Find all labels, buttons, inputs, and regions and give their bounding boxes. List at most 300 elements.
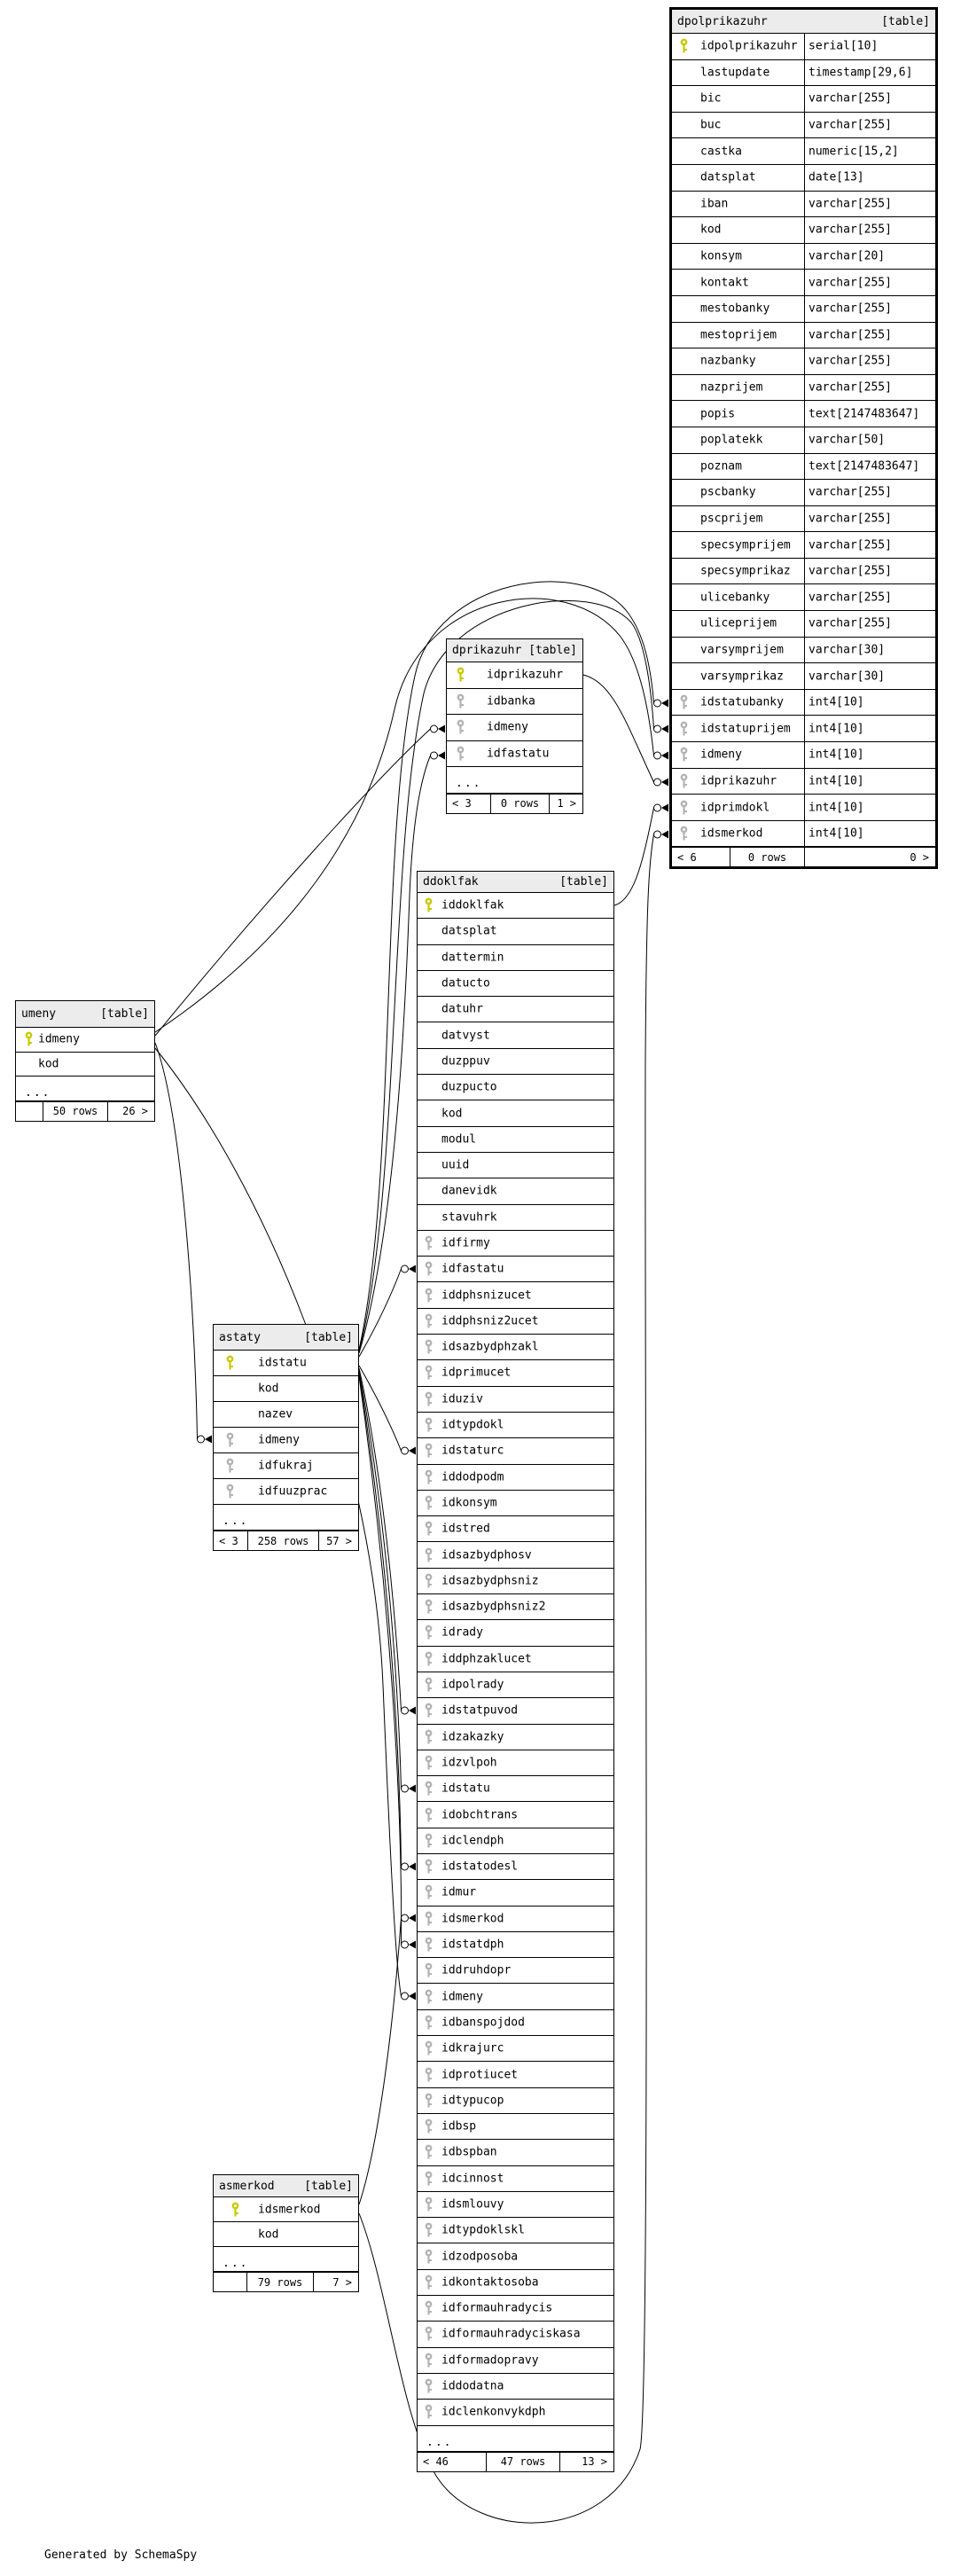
- column-row-dpolprikazuhr-idpolprikazuhr: [672, 34, 935, 60]
- column-row-ddoklfak-idformadopravy: [418, 2348, 613, 2374]
- foreign-key-icon: [424, 1703, 434, 1719]
- column-name: ulicebanky: [700, 591, 770, 605]
- column-row-ddoklfak-idbspban: [418, 2140, 613, 2165]
- column-row-dpolprikazuhr-lastupdate: [672, 60, 935, 87]
- column-name: uliceprijem: [700, 616, 777, 630]
- column-type: varchar[255]: [808, 485, 892, 499]
- column-row-ddoklfak-idkontaktosoba: [418, 2270, 613, 2296]
- table-dprikazuhr[interactable]: [446, 638, 583, 814]
- column-name: idzodposoba: [441, 2250, 519, 2264]
- column-name: idtypdokl: [441, 1418, 504, 1432]
- row-count: 0 rows: [490, 795, 549, 813]
- table-footer-dprikazuhr: [447, 794, 582, 813]
- column-type: varchar[255]: [808, 564, 892, 578]
- foreign-key-icon: [424, 1288, 434, 1303]
- column-row-dpolprikazuhr-idstatuprijem: [672, 716, 935, 742]
- column-type: int4[10]: [808, 826, 864, 841]
- fk-connector-circle: [198, 1436, 205, 1443]
- column-row-astaty-idfuuzprac: [214, 1479, 358, 1505]
- column-name: stavuhrk: [441, 1210, 497, 1225]
- child-count: 0 >: [804, 848, 935, 866]
- fk-connector-arrow-icon: [661, 700, 668, 708]
- column-row-ddoklfak-idtypucop: [418, 2088, 613, 2114]
- column-type: numeric[15,2]: [808, 145, 899, 159]
- foreign-key-icon: [424, 1391, 434, 1406]
- column-row-dpolprikazuhr-mestoprijem: [672, 323, 935, 349]
- column-type: text[2147483647]: [808, 407, 920, 421]
- foreign-key-icon: [456, 693, 465, 709]
- column-name: idformauhradyciskasa: [441, 2327, 581, 2341]
- column-name: duzpucto: [441, 1080, 497, 1094]
- parent-count: < 6: [677, 850, 697, 864]
- table-header-dprikazuhr[interactable]: [447, 639, 582, 662]
- foreign-key-icon: [424, 1495, 434, 1510]
- more-columns-row: [214, 1505, 358, 1531]
- more-columns-row: [418, 2426, 613, 2452]
- column-type: text[2147483647]: [808, 459, 920, 474]
- column-name: idbspban: [441, 2145, 497, 2159]
- table-name: dprikazuhr: [452, 644, 522, 657]
- table-asmerkod[interactable]: [213, 2174, 359, 2292]
- table-dpolprikazuhr[interactable]: [669, 7, 938, 869]
- column-row-dpolprikazuhr-buc: [672, 113, 935, 139]
- foreign-key-icon: [424, 1469, 434, 1484]
- table-tag: [table]: [528, 644, 577, 657]
- column-row-ddoklfak-idbsp: [418, 2114, 613, 2140]
- foreign-key-icon: [424, 1444, 434, 1459]
- foreign-key-icon: [424, 1651, 434, 1666]
- fk-connector-arrow-icon: [438, 752, 445, 760]
- column-name: varsymprijem: [700, 643, 784, 657]
- column-row-ddoklfak-idzvlpoh: [418, 1750, 613, 1776]
- fk-connector-circle: [654, 725, 661, 732]
- foreign-key-icon: [679, 800, 689, 815]
- table-name: ddoklfak: [423, 875, 479, 889]
- column-name: idobchtrans: [441, 1808, 519, 1822]
- column-row-dprikazuhr-idprikazuhr: [447, 662, 582, 689]
- foreign-key-icon: [225, 1459, 235, 1474]
- fk-connector-arrow-icon: [205, 1436, 212, 1444]
- column-name: duzppuv: [441, 1054, 490, 1069]
- column-type: varchar[30]: [808, 643, 886, 657]
- column-name: specsymprikaz: [700, 564, 791, 578]
- column-row-ddoklfak-idstatodesl: [418, 1854, 613, 1880]
- column-name: datsplat: [441, 924, 497, 938]
- table-header-dpolprikazuhr[interactable]: [672, 10, 935, 34]
- column-row-dpolprikazuhr-poplatekk: [672, 427, 935, 454]
- column-name: datvyst: [441, 1029, 490, 1043]
- foreign-key-icon: [679, 695, 689, 710]
- child-count: 26 >: [107, 1102, 154, 1121]
- column-row-ddoklfak-idtypdoklskl: [418, 2218, 613, 2243]
- child-count: 1 >: [549, 795, 582, 813]
- foreign-key-icon: [424, 1989, 434, 2004]
- fk-connector-arrow-icon: [661, 752, 668, 760]
- column-row-ddoklfak-idstatpuvod: [418, 1698, 613, 1724]
- column-row-ddoklfak-idbanspojdod: [418, 2010, 613, 2036]
- more-columns-row: [447, 767, 582, 794]
- table-ddoklfak[interactable]: [417, 871, 614, 2472]
- edge-umeny.idmeny-to-astaty.idmeny: [155, 1043, 198, 1439]
- fk-connector-arrow-icon: [409, 1993, 416, 2001]
- column-name: idstatpuvod: [441, 1703, 519, 1718]
- column-row-ddoklfak-idsazbydphosv: [418, 1542, 613, 1568]
- foreign-key-icon: [424, 1938, 434, 1953]
- ellipsis-label: ...: [223, 2256, 249, 2270]
- column-name: idprimucet: [441, 1366, 512, 1380]
- column-row-ddoklfak-datvyst: [418, 1022, 613, 1048]
- fk-connector-circle: [431, 752, 438, 759]
- edge-ddoklfak.iddoklfak-to-dpolprikazuhr.idprimdokl: [614, 808, 654, 905]
- table-header-asmerkod[interactable]: [214, 2175, 358, 2197]
- column-row-ddoklfak-idmeny: [418, 1984, 613, 2009]
- ellipsis-label: ...: [223, 1515, 249, 1529]
- column-row-astaty-nazev: [214, 1402, 358, 1428]
- foreign-key-icon: [424, 2041, 434, 2056]
- fk-connector-arrow-icon: [409, 1941, 416, 1949]
- column-row-dpolprikazuhr-bic: [672, 86, 935, 113]
- fk-connector-circle: [402, 1941, 409, 1948]
- row-count: 0 rows: [730, 848, 804, 866]
- column-type: varchar[255]: [808, 328, 892, 342]
- foreign-key-icon: [424, 2145, 434, 2160]
- column-type: varchar[20]: [808, 249, 886, 263]
- column-name: idfukraj: [258, 1459, 314, 1473]
- column-name: idmeny: [38, 1032, 80, 1046]
- column-name: kod: [258, 2228, 279, 2241]
- column-row-ddoklfak-idpolrady: [418, 1672, 613, 1698]
- fk-connector-arrow-icon: [409, 1863, 416, 1871]
- column-row-dpolprikazuhr-pscbanky: [672, 480, 935, 506]
- table-header-astaty[interactable]: [214, 1325, 358, 1351]
- column-name: kontakt: [700, 276, 749, 290]
- column-name: popis: [700, 407, 736, 421]
- column-row-ddoklfak-iduziv: [418, 1387, 613, 1413]
- column-name: idcinnost: [441, 2172, 504, 2186]
- column-name: kod: [700, 223, 722, 237]
- foreign-key-icon: [424, 1781, 434, 1797]
- column-name: idstatuprijem: [700, 722, 791, 736]
- column-name: bic: [700, 91, 722, 106]
- column-name: dattermin: [441, 951, 504, 965]
- column-row-ddoklfak-idformauhradycis: [418, 2296, 613, 2322]
- child-count: 57 >: [318, 1531, 358, 1550]
- column-row-dpolprikazuhr-popis: [672, 401, 935, 427]
- fk-connector-arrow-icon: [661, 779, 668, 787]
- foreign-key-icon: [424, 1236, 434, 1251]
- table-footer-asmerkod: [214, 2272, 358, 2291]
- table-footer-umeny: [16, 1101, 154, 1121]
- column-row-dpolprikazuhr-varsymprikaz: [672, 663, 935, 690]
- column-row-dpolprikazuhr-nazbanky: [672, 348, 935, 375]
- fk-connector-circle: [654, 752, 661, 759]
- fk-connector-circle: [402, 1914, 409, 1922]
- foreign-key-icon: [424, 2196, 434, 2212]
- column-name: idfastatu: [441, 1262, 504, 1276]
- column-row-dpolprikazuhr-iban: [672, 192, 935, 218]
- column-row-ddoklfak-idtypdokl: [418, 1413, 613, 1438]
- table-umeny[interactable]: [15, 1000, 155, 1122]
- column-name: kod: [258, 1382, 279, 1396]
- column-name: idkontaktosoba: [441, 2275, 539, 2290]
- column-row-dpolprikazuhr-pscprijem: [672, 506, 935, 533]
- column-type: varchar[255]: [808, 91, 892, 106]
- column-type: varchar[255]: [808, 538, 892, 552]
- foreign-key-icon: [424, 1807, 434, 1822]
- column-row-ddoklfak-datucto: [418, 971, 613, 997]
- edge-asmerkod.idsmerkod-to-ddoklfak.idsmerkod: [359, 1918, 402, 2204]
- column-name: idtypdoklskl: [441, 2223, 525, 2237]
- column-row-astaty-idstatu: [214, 1351, 358, 1376]
- column-name: mestoprijem: [700, 328, 777, 342]
- column-row-dprikazuhr-idbanka: [447, 689, 582, 716]
- column-type: int4[10]: [808, 801, 864, 815]
- primary-key-icon: [230, 2202, 240, 2217]
- column-name: idsazbydphsniz: [441, 1574, 539, 1588]
- column-name: mestobanky: [700, 301, 770, 316]
- column-type: varchar[255]: [808, 354, 892, 368]
- table-header-ddoklfak[interactable]: [418, 872, 613, 893]
- column-name: idfastatu: [487, 747, 550, 761]
- foreign-key-icon: [424, 1600, 434, 1615]
- column-row-ddoklfak-idsazbydphzakl: [418, 1335, 613, 1360]
- foreign-key-icon: [456, 720, 465, 735]
- fk-connector-arrow-icon: [661, 804, 668, 812]
- foreign-key-icon: [424, 1833, 434, 1848]
- foreign-key-icon: [424, 1522, 434, 1537]
- column-type: varchar[255]: [808, 380, 892, 395]
- child-count: 13 >: [559, 2453, 613, 2471]
- fk-connector-arrow-icon: [661, 831, 668, 839]
- column-name: idmeny: [487, 720, 528, 734]
- foreign-key-icon: [424, 2379, 434, 2394]
- column-name: kod: [441, 1107, 463, 1121]
- column-row-dprikazuhr-idfastatu: [447, 741, 582, 768]
- primary-key-icon: [679, 39, 689, 54]
- column-name: idmur: [441, 1885, 477, 1899]
- table-footer-astaty: [214, 1531, 358, 1550]
- foreign-key-icon: [424, 1366, 434, 1381]
- column-name: iddodpodm: [441, 1470, 504, 1484]
- edge-astaty.idstatu-to-ddoklfak.idfastatu: [359, 1269, 402, 1357]
- column-row-ddoklfak-duzppuv: [418, 1049, 613, 1075]
- column-name: idsazbydphosv: [441, 1548, 532, 1562]
- column-row-ddoklfak-idclenkonvykdph: [418, 2400, 613, 2425]
- column-name: uuid: [441, 1158, 470, 1172]
- column-name: idkonsym: [441, 1496, 497, 1510]
- column-row-ddoklfak-iddphsniz2ucet: [418, 1309, 613, 1335]
- column-name: modul: [441, 1132, 477, 1147]
- column-name: idsmerkod: [258, 2203, 321, 2216]
- primary-key-icon: [225, 1356, 235, 1371]
- fk-connector-arrow-icon: [409, 1914, 416, 1922]
- foreign-key-icon: [424, 1911, 434, 1926]
- column-name: idstatodesl: [441, 1860, 519, 1874]
- column-type: varchar[255]: [808, 197, 892, 211]
- column-type: date[13]: [808, 170, 864, 184]
- row-count: 47 rows: [486, 2453, 559, 2471]
- column-type: timestamp[29,6]: [808, 66, 913, 80]
- column-row-ddoklfak-idkonsym: [418, 1491, 613, 1516]
- fk-connector-arrow-icon: [409, 1785, 416, 1793]
- column-name: iddphzaklucet: [441, 1652, 532, 1666]
- column-name: iddruhdopr: [441, 1963, 512, 1977]
- column-row-ddoklfak-iddphzaklucet: [418, 1647, 613, 1672]
- column-row-astaty-idfukraj: [214, 1453, 358, 1479]
- column-name: lastupdate: [700, 66, 770, 80]
- column-name: idmeny: [700, 748, 742, 762]
- column-name: datsplat: [700, 170, 756, 184]
- column-row-ddoklfak-idstatu: [418, 1776, 613, 1802]
- fk-connector-arrow-icon: [409, 1265, 416, 1273]
- column-name: idfuuzprac: [258, 1484, 328, 1499]
- foreign-key-icon: [424, 2119, 434, 2134]
- column-row-ddoklfak-dattermin: [418, 945, 613, 971]
- column-name: idprikazuhr: [487, 668, 564, 682]
- column-row-umeny-kod: [16, 1053, 154, 1077]
- column-row-dpolprikazuhr-idsmerkod: [672, 821, 935, 848]
- column-row-ddoklfak-idobchtrans: [418, 1802, 613, 1828]
- column-name: pscprijem: [700, 512, 763, 526]
- column-row-ddoklfak-idsmerkod: [418, 1907, 613, 1932]
- column-name: idpolrady: [441, 1678, 504, 1692]
- column-row-ddoklfak-idprimucet: [418, 1360, 613, 1386]
- column-row-umeny-idmeny: [16, 1028, 154, 1053]
- foreign-key-icon: [679, 748, 689, 763]
- fk-connector-circle: [402, 1863, 409, 1870]
- column-name: idrady: [441, 1625, 483, 1640]
- column-row-dpolprikazuhr-specsymprikaz: [672, 559, 935, 585]
- column-row-dpolprikazuhr-idstatubanky: [672, 690, 935, 716]
- column-row-dpolprikazuhr-kod: [672, 217, 935, 244]
- column-row-dpolprikazuhr-idprimdokl: [672, 795, 935, 821]
- table-astaty[interactable]: [213, 1324, 359, 1551]
- foreign-key-icon: [424, 2093, 434, 2108]
- parent-count: < 3: [219, 1534, 238, 1547]
- fk-connector-circle: [402, 1447, 409, 1454]
- column-name: idsmerkod: [441, 1912, 504, 1926]
- foreign-key-icon: [424, 2353, 434, 2368]
- column-name: idformadopravy: [441, 2353, 539, 2368]
- column-name: iddodatna: [441, 2379, 504, 2393]
- column-row-asmerkod-idsmerkod: [214, 2197, 358, 2222]
- foreign-key-icon: [424, 2171, 434, 2186]
- fk-connector-arrow-icon: [409, 1447, 416, 1455]
- column-row-asmerkod-kod: [214, 2222, 358, 2247]
- column-name: idbanka: [487, 694, 535, 709]
- column-type: varchar[255]: [808, 118, 892, 132]
- column-type: varchar[255]: [808, 591, 892, 605]
- fk-connector-arrow-icon: [661, 725, 668, 733]
- fk-connector-arrow-icon: [409, 1707, 416, 1715]
- column-row-dpolprikazuhr-uliceprijem: [672, 611, 935, 638]
- foreign-key-icon: [424, 2015, 434, 2030]
- parent-count: < 46: [423, 2455, 449, 2469]
- column-row-ddoklfak-idcinnost: [418, 2166, 613, 2192]
- more-columns-row: [16, 1077, 154, 1101]
- column-type: varchar[255]: [808, 616, 892, 630]
- column-type: varchar[255]: [808, 512, 892, 526]
- column-type: varchar[255]: [808, 276, 892, 290]
- column-name: idprimdokl: [700, 801, 770, 815]
- fk-connector-circle: [431, 725, 438, 732]
- column-type: varchar[30]: [808, 669, 886, 684]
- column-name: konsym: [700, 249, 742, 263]
- table-tag: [table]: [304, 1330, 353, 1344]
- column-name: buc: [700, 118, 722, 132]
- column-row-dpolprikazuhr-specsymprijem: [672, 532, 935, 559]
- column-type: varchar[255]: [808, 223, 892, 237]
- column-row-dpolprikazuhr-castka: [672, 138, 935, 165]
- schemaspy-credit: Generated by SchemaSpy: [44, 2549, 198, 2562]
- fk-connector-circle: [654, 831, 661, 838]
- column-row-ddoklfak-iddphsnizucet: [418, 1282, 613, 1308]
- column-row-ddoklfak-idstatdph: [418, 1932, 613, 1958]
- more-columns-row: [214, 2247, 358, 2272]
- ellipsis-label: ...: [456, 777, 482, 791]
- column-name: nazbanky: [700, 354, 756, 368]
- table-tag: [table]: [304, 2179, 353, 2193]
- column-name: datucto: [441, 976, 490, 990]
- column-name: castka: [700, 145, 742, 159]
- table-tag: [table]: [881, 14, 930, 28]
- column-name: idbsp: [441, 2119, 477, 2134]
- column-name: specsymprijem: [700, 538, 791, 552]
- column-name: idformauhradycis: [441, 2301, 553, 2315]
- foreign-key-icon: [424, 1573, 434, 1588]
- foreign-key-icon: [424, 2405, 434, 2420]
- foreign-key-icon: [225, 1484, 235, 1499]
- parent-count: [214, 2273, 246, 2291]
- table-header-umeny[interactable]: [16, 1001, 154, 1028]
- row-count: 258 rows: [247, 1531, 318, 1550]
- column-type: int4[10]: [808, 774, 864, 788]
- table-name: asmerkod: [219, 2179, 275, 2193]
- row-count: 50 rows: [43, 1102, 107, 1121]
- column-row-ddoklfak-idsmlouvy: [418, 2192, 613, 2218]
- column-name: idzvlpoh: [441, 1756, 497, 1770]
- column-row-dprikazuhr-idmeny: [447, 715, 582, 741]
- foreign-key-icon: [424, 1860, 434, 1875]
- column-row-dpolprikazuhr-datsplat: [672, 165, 935, 192]
- column-name: iddoklfak: [441, 898, 504, 912]
- foreign-key-icon: [424, 1755, 434, 1770]
- foreign-key-icon: [424, 1262, 434, 1277]
- column-name: idbanspojdod: [441, 2016, 525, 2030]
- column-row-dpolprikazuhr-varsymprijem: [672, 638, 935, 664]
- table-footer-dpolprikazuhr: [672, 847, 935, 866]
- foreign-key-icon: [424, 2275, 434, 2290]
- fk-connector-circle: [402, 1785, 409, 1792]
- column-name: idsazbydphsniz2: [441, 1600, 546, 1614]
- column-name: idstred: [441, 1522, 490, 1536]
- table-footer-ddoklfak: [418, 2452, 613, 2471]
- column-type: int4[10]: [808, 695, 864, 709]
- column-name: nazprijem: [700, 380, 763, 395]
- column-name: idstatdph: [441, 1938, 504, 1952]
- table-tag: [table]: [559, 875, 608, 889]
- column-row-ddoklfak-iddoklfak: [418, 893, 613, 919]
- foreign-key-icon: [424, 2327, 434, 2342]
- column-name: poplatekk: [700, 433, 763, 447]
- fk-connector-circle: [654, 779, 661, 786]
- column-row-ddoklfak-idstaturc: [418, 1438, 613, 1464]
- foreign-key-icon: [679, 721, 689, 736]
- foreign-key-icon: [424, 1418, 434, 1433]
- foreign-key-icon: [424, 1729, 434, 1744]
- table-tag: [table]: [100, 1007, 149, 1021]
- column-row-ddoklfak-datsplat: [418, 919, 613, 944]
